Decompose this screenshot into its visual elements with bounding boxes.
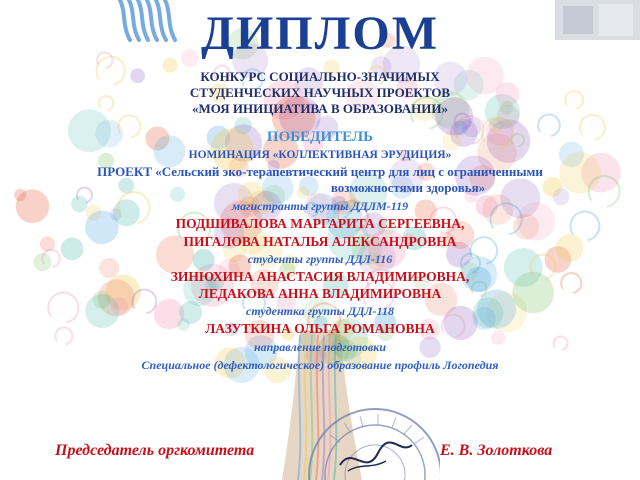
- project-line-2: возможностями здоровья»: [330, 180, 486, 195]
- group-label-2: студенты группы ДДЛ-116: [247, 252, 393, 266]
- student-name-1: ПОДШИВАЛОВА МАРГАРИТА СЕРГЕЕВНА,: [175, 216, 465, 231]
- signature-name: Е. В. Золоткова: [440, 442, 553, 459]
- direction-label: направление подготовки: [253, 340, 387, 354]
- official-seal-stamp: [300, 385, 440, 480]
- student-name-5: ЛАЗУТКИНА ОЛЬГА РОМАНОВНА: [205, 321, 435, 336]
- direction-value: Специальное (дефектологическое) образование профиль Логопедия: [141, 358, 499, 372]
- diploma-title: ДИПЛОМ: [200, 7, 440, 60]
- group-label-3: студентка группы ДДЛ-118: [246, 304, 394, 318]
- student-name-2: ПИГАЛОВА НАТАЛЬЯ АЛЕКСАНДРОВНА: [183, 234, 457, 249]
- student-name-3: ЗИНЮХИНА АНАСТАСИЯ ВЛАДИМИРОВНА,: [170, 269, 470, 284]
- contest-line-1: КОНКУРС СОЦИАЛЬНО-ЗНАЧИМЫХ: [200, 69, 440, 84]
- project-line-1: ПРОЕКТ «Сельский эко-терапевтический центр для лиц с ограниченными: [97, 164, 543, 179]
- group-label-1: магистранты группы ДДЛМ-119: [231, 199, 409, 213]
- winner-heading: ПОБЕДИТЕЛЬ: [266, 129, 374, 145]
- contest-line-3: «МОЯ ИНИЦИАТИВА В ОБРАЗОВАНИИ»: [192, 101, 448, 116]
- student-name-4: ЛЕДАКОВА АННА ВЛАДИМИРОВНА: [198, 286, 442, 301]
- signature-role: Председатель оргкомитета: [55, 442, 255, 459]
- nomination-text: НОМИНАЦИЯ «КОЛЛЕКТИВНАЯ ЭРУДИЦИЯ»: [188, 149, 452, 161]
- contest-line-2: СТУДЕНЧЕСКИХ НАУЧНЫХ ПРОЕКТОВ: [189, 85, 451, 100]
